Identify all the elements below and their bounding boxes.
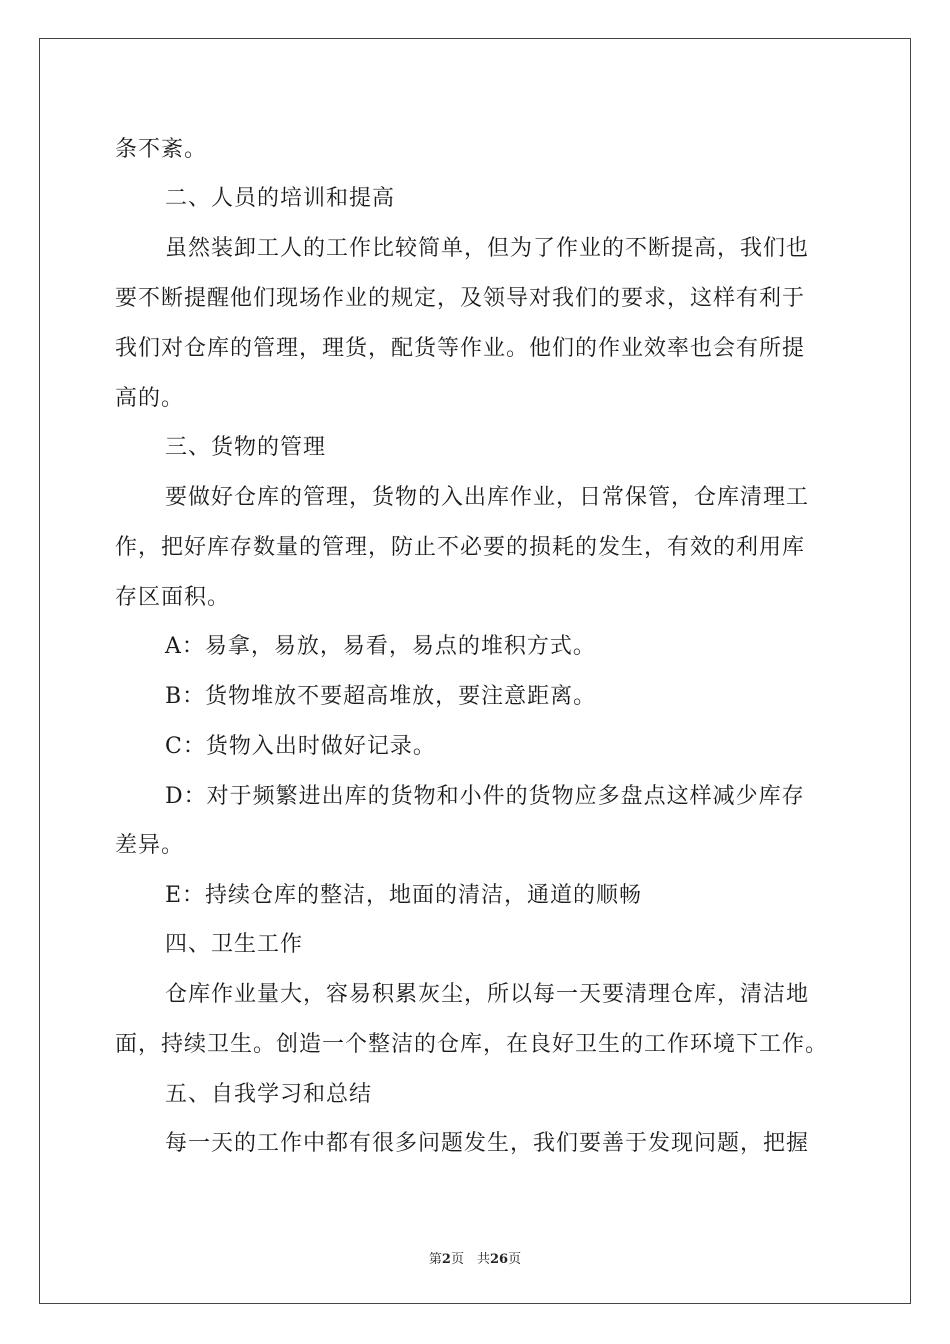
page-suffix: 页 <box>508 1252 522 1267</box>
text-line: 条不紊。 <box>115 137 208 162</box>
page-current: 2 <box>441 1252 451 1267</box>
page-prefix: 第 <box>428 1252 442 1267</box>
list-item: E：持续仓库的整洁，地面的清洁，通道的顺畅 <box>165 883 643 908</box>
page-mid: 页 共 <box>450 1252 490 1267</box>
list-item: B：货物堆放不要超高堆放，要注意距离。 <box>165 684 597 709</box>
page-number <box>0 1248 950 1267</box>
text-line: 要做好仓库的管理，货物的入出库作业，日常保管，仓库清理工 <box>165 485 810 510</box>
section-heading: 四、卫生工作 <box>165 932 304 957</box>
text-line: 存区面积。 <box>115 585 231 610</box>
text-line: 虽然装卸工人的工作比较简单，但为了作业的不断提高，我们也 <box>165 236 810 261</box>
page-border <box>39 38 911 1304</box>
text-line: 差异。 <box>115 833 185 858</box>
text-line: 要不断提醒他们现场作业的规定，及领导对我们的要求，这样有利于 <box>115 286 806 311</box>
list-item: A：易拿，易放，易看，易点的堆积方式。 <box>165 634 596 659</box>
text-line: 高的。 <box>115 386 185 411</box>
section-heading: 二、人员的培训和提高 <box>165 186 396 211</box>
page-total: 26 <box>489 1252 509 1267</box>
list-item: D：对于频繁进出库的货物和小件的货物应多盘点这样减少库存 <box>165 784 805 809</box>
text-line: 每一天的工作中都有很多问题发生，我们要善于发现问题，把握 <box>165 1131 810 1156</box>
text-line: 作，把好库存数量的管理，防止不必要的损耗的发生，有效的利用库 <box>115 535 806 560</box>
list-item: C：货物入出时做好记录。 <box>165 734 436 759</box>
text-line: 仓库作业量大，容易积累灰尘，所以每一天要清理仓库，清洁地 <box>165 982 810 1007</box>
text-line: 我们对仓库的管理，理货，配货等作业。他们的作业效率也会有所提 <box>115 336 806 361</box>
section-heading: 五、自我学习和总结 <box>165 1082 373 1107</box>
text-line: 面，持续卫生。创造一个整洁的仓库，在良好卫生的工作环境下工作。 <box>115 1032 829 1057</box>
section-heading: 三、货物的管理 <box>165 435 327 460</box>
